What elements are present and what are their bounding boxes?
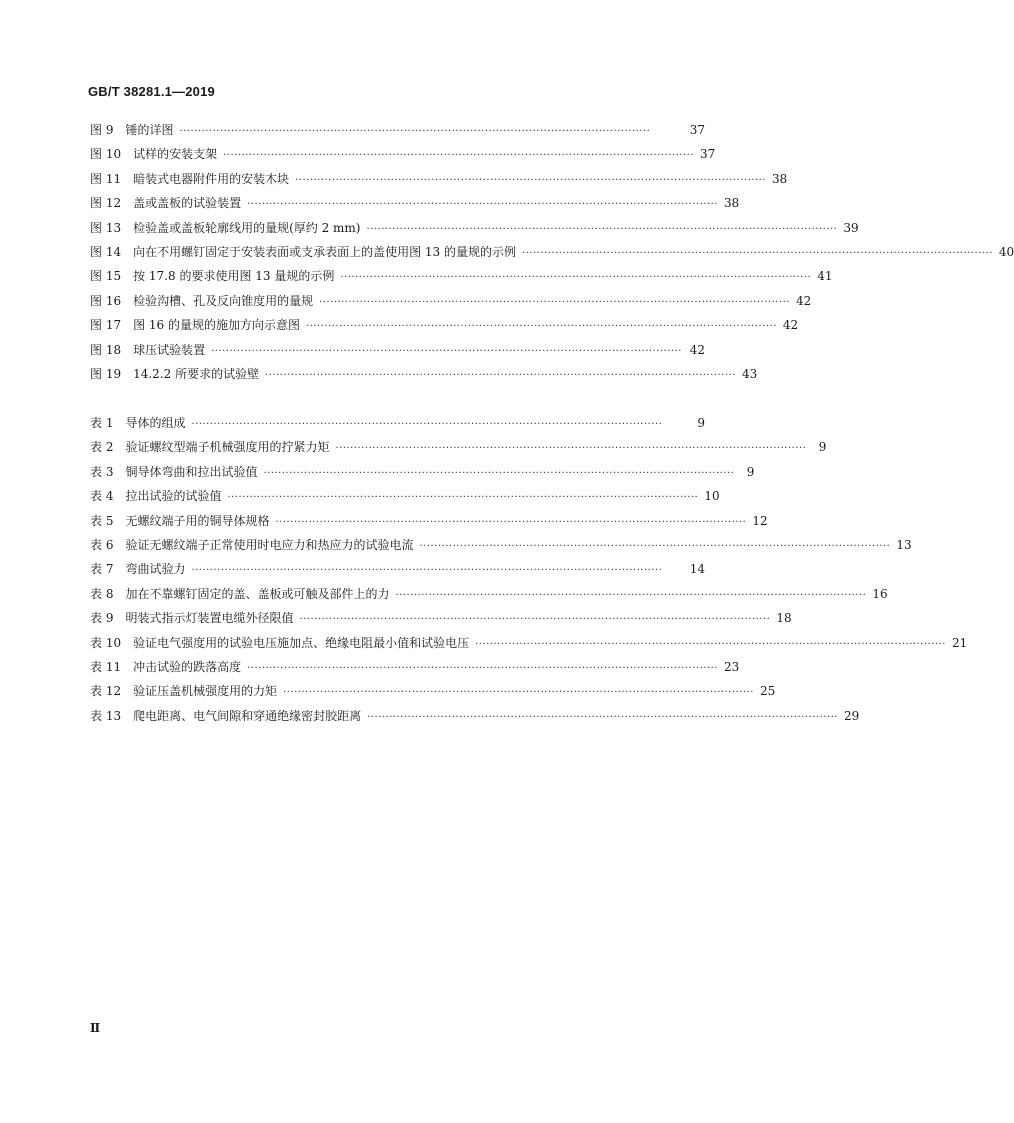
dot-leader	[211, 340, 684, 364]
entry-title: 铜导体弯曲和拉出试验值	[125, 464, 258, 479]
entry-page: 10	[704, 489, 720, 504]
entry-page: 42	[782, 318, 799, 333]
dot-leader	[475, 633, 946, 657]
entry-number: 图 15	[90, 269, 122, 284]
toc-entry[interactable]	[90, 533, 912, 557]
table-list	[90, 411, 968, 728]
dot-leader	[335, 437, 806, 461]
entry-number: 图 19	[90, 366, 122, 381]
entry-title: 锤的详图	[125, 123, 174, 137]
toc-entry[interactable]	[90, 704, 860, 728]
entry-page: 42	[689, 342, 705, 357]
toc-entry[interactable]	[90, 142, 716, 166]
toc-entry[interactable]	[90, 655, 740, 679]
entry-page: 21	[951, 635, 968, 650]
entry-number: 图 11	[90, 171, 122, 186]
dot-leader	[306, 315, 777, 339]
entry-title: 导体的组成	[125, 416, 186, 430]
entry-title: 弯曲试验力	[125, 562, 186, 577]
entry-title: 爬电距离、电气间隙和穿通绝缘密封胶距离	[133, 708, 362, 723]
toc-entry[interactable]	[90, 557, 705, 581]
toc-entry[interactable]	[90, 411, 705, 435]
entry-number: 表 9	[90, 611, 114, 626]
entry-title: 试样的安装支架	[133, 147, 218, 162]
toc-entry[interactable]	[90, 606, 792, 630]
entry-title: 向在不用螺钉固定于安装表面或支承表面上的盖使用图 13 的量规的示例	[133, 244, 516, 259]
entry-page: 14	[689, 562, 705, 577]
entry-number: 图 17	[90, 318, 122, 333]
dot-leader	[275, 511, 746, 535]
entry-page: 41	[817, 269, 833, 284]
dot-leader	[319, 291, 790, 315]
entry-page: 9	[746, 464, 755, 479]
dot-leader	[265, 364, 736, 388]
entry-title: 盖或盖板的试验装置	[133, 196, 242, 211]
entry-number: 表 6	[90, 537, 114, 552]
entry-number: 表 11	[90, 659, 122, 674]
entry-title: 验证螺纹型端子机械强度用的拧紧力矩	[125, 440, 330, 455]
dot-leader	[419, 535, 890, 559]
entry-number: 表 8	[90, 586, 114, 601]
dot-leader	[191, 413, 685, 437]
toc-entry[interactable]	[90, 338, 705, 362]
toc-entry[interactable]	[90, 679, 776, 703]
entry-page: 12	[752, 513, 768, 528]
toc-entry[interactable]	[90, 240, 1014, 264]
entry-number: 表 2	[90, 440, 114, 455]
entry-number: 表 1	[90, 416, 114, 430]
dot-leader	[522, 242, 993, 266]
entry-page: 9	[818, 440, 827, 455]
entry-number: 表 5	[90, 513, 114, 528]
entry-number: 表 4	[90, 489, 114, 504]
entry-title: 检验沟槽、孔及反向锥度用的量规	[133, 293, 314, 308]
dot-leader	[367, 706, 838, 730]
entry-page: 37	[699, 147, 716, 162]
entry-page: 13	[896, 537, 912, 552]
dot-leader	[179, 120, 683, 144]
entry-number: 图 9	[90, 123, 114, 137]
dot-leader	[191, 559, 683, 583]
entry-number: 图 18	[90, 342, 122, 357]
toc-entry[interactable]	[90, 631, 968, 655]
toc-entry[interactable]	[90, 484, 720, 508]
entry-number: 表 3	[90, 464, 114, 479]
entry-title: 按 17.8 的要求使用图 13 量规的示例	[133, 269, 335, 284]
toc-entry[interactable]	[90, 216, 859, 240]
entry-page: 40	[998, 244, 1014, 259]
toc-entry[interactable]	[90, 435, 827, 459]
toc-entry[interactable]	[90, 167, 788, 191]
dot-leader	[247, 657, 718, 681]
toc-entry[interactable]	[90, 313, 799, 337]
entry-number: 表 7	[90, 562, 114, 577]
entry-page: 37	[689, 123, 705, 137]
figure-list	[90, 118, 1014, 386]
entry-title: 验证电气强度用的试验电压施加点、绝缘电阻最小值和试验电压	[133, 635, 470, 650]
entry-page: 38	[723, 196, 740, 211]
entry-number: 表 13	[90, 708, 122, 723]
entry-page: 9	[697, 416, 705, 430]
entry-page: 29	[843, 708, 860, 723]
dot-leader	[227, 486, 698, 510]
entry-title: 检验盖或盖板轮廓线用的量规(厚约 2 mm)	[133, 220, 361, 235]
dot-leader	[299, 608, 770, 632]
entry-title: 冲击试验的跌落高度	[133, 659, 242, 674]
toc-entry[interactable]	[90, 509, 768, 533]
page-number: Ⅱ	[90, 1021, 101, 1035]
toc-entry[interactable]	[90, 582, 888, 606]
entry-title: 验证压盖机械强度用的力矩	[133, 684, 278, 699]
dot-leader	[395, 584, 866, 608]
dot-leader	[263, 462, 734, 486]
dot-leader	[247, 193, 718, 217]
entry-number: 图 10	[90, 147, 122, 162]
toc-entry[interactable]	[90, 191, 740, 215]
entry-title: 加在不靠螺钉固定的盖、盖板或可触及部件上的力	[125, 586, 390, 601]
toc-entry[interactable]	[90, 460, 755, 484]
dot-leader	[223, 144, 694, 168]
toc-entry[interactable]	[90, 264, 833, 288]
entry-number: 表 10	[90, 635, 122, 650]
entry-title: 验证无螺纹端子正常使用时电应力和热应力的试验电流	[125, 537, 414, 552]
dot-leader	[366, 218, 837, 242]
entry-title: 明装式指示灯装置电缆外径限值	[125, 611, 294, 626]
entry-number: 图 16	[90, 293, 122, 308]
entry-number: 表 12	[90, 684, 122, 699]
toc-entry[interactable]	[90, 118, 705, 142]
entry-page: 23	[723, 659, 740, 674]
entry-number: 图 13	[90, 220, 122, 235]
entry-page: 39	[843, 220, 859, 235]
document-code: GB/T 38281.1—2019	[88, 84, 215, 99]
entry-title: 图 16 的量规的施加方向示意图	[133, 318, 300, 333]
entry-page: 38	[771, 171, 788, 186]
dot-leader	[295, 169, 766, 193]
entry-title: 14.2.2 所要求的试验壁	[133, 366, 260, 381]
entry-page: 25	[759, 684, 776, 699]
entry-title: 拉出试验的试验值	[125, 489, 222, 504]
entry-number: 图 12	[90, 196, 122, 211]
dot-leader	[283, 681, 754, 705]
entry-page: 18	[776, 611, 792, 626]
entry-number: 图 14	[90, 244, 122, 259]
toc-entry[interactable]	[90, 362, 758, 386]
entry-page: 43	[741, 366, 758, 381]
entry-page: 16	[872, 586, 888, 601]
toc-entry[interactable]	[90, 289, 812, 313]
entry-title: 暗装式电器附件用的安装木块	[133, 171, 290, 186]
entry-page: 42	[795, 293, 812, 308]
entry-title: 无螺纹端子用的铜导体规格	[125, 513, 270, 528]
dot-leader	[340, 266, 811, 290]
entry-title: 球压试验装置	[133, 342, 206, 357]
